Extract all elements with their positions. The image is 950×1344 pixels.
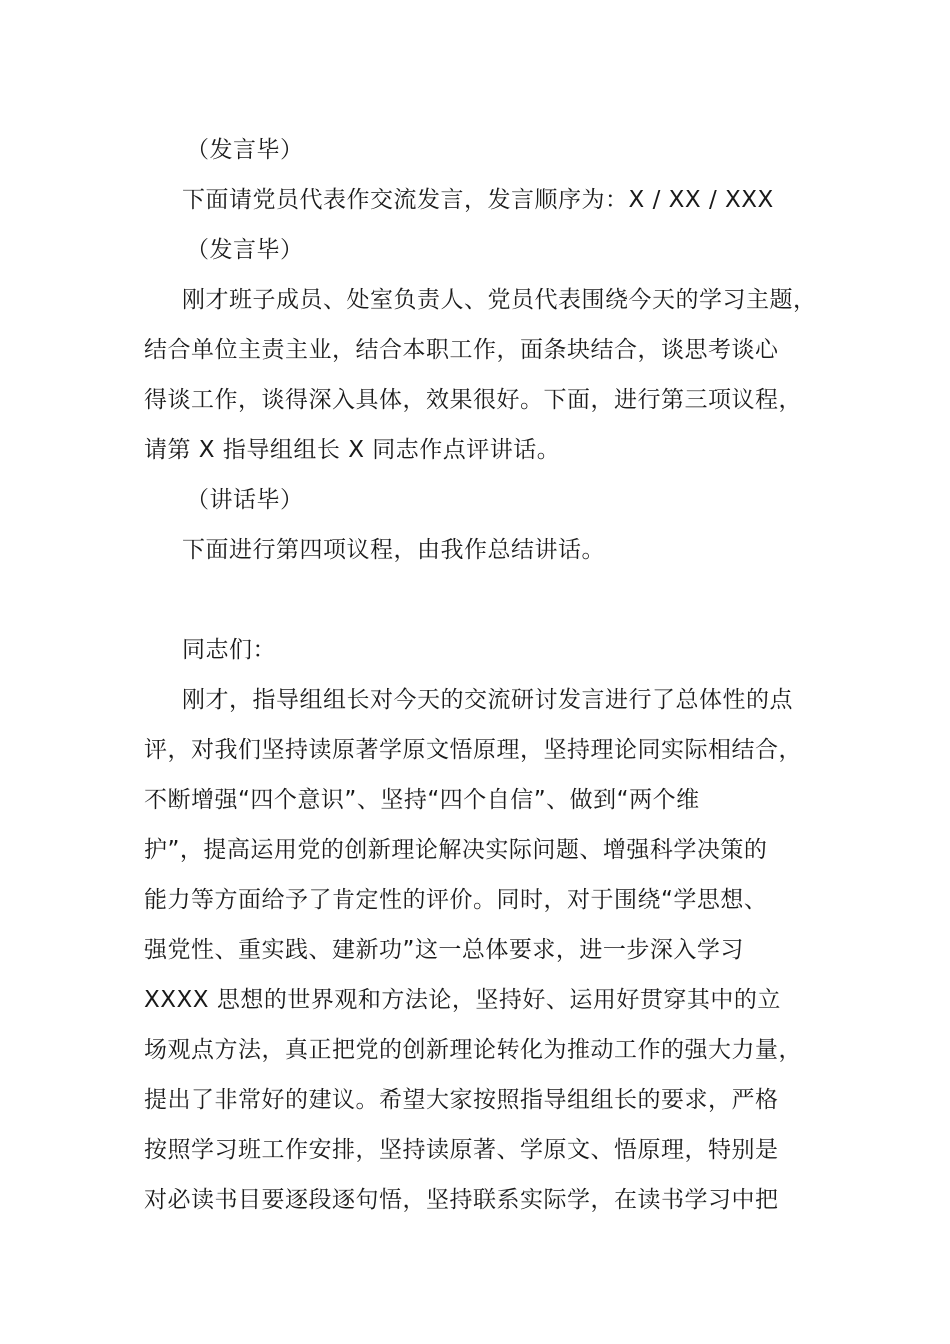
text-line: （发言毕） <box>186 137 304 163</box>
text-line: 结合单位主责主业，结合本职工作，面条块结合，谈思考谈心 <box>144 337 779 363</box>
text-line: 刚才，指导组组长对今天的交流研讨发言进行了总体性的点 <box>182 687 793 713</box>
text-line: （讲话毕） <box>186 487 304 513</box>
text-line: 得谈工作，谈得深入具体，效果很好。下面，进行第三项议程， <box>144 387 802 413</box>
text-line: 同志们： <box>182 637 276 663</box>
text-line: 场观点方法，真正把党的创新理论转化为推动工作的强大力量， <box>144 1037 802 1063</box>
text-line: 护”，提高运用党的创新理论解决实际问题、增强科学决策的 <box>144 837 768 863</box>
text-line: （发言毕） <box>186 237 304 263</box>
text-line: 刚才班子成员、处室负责人、党员代表围绕今天的学习主题， <box>182 287 817 313</box>
text-line: 按照学习班工作安排，坚持读原著、学原文、悟原理，特别是 <box>144 1137 779 1163</box>
text-line: 对必读书目要逐段逐句悟，坚持联系实际学，在读书学习中把 <box>144 1187 779 1213</box>
text-line: 强党性、重实践、建新功”这一总体要求，进一步深入学习 <box>144 937 744 963</box>
text-line: 下面请党员代表作交流发言，发言顺序为：X / XX / XXX <box>182 187 774 213</box>
text-line: 提出了非常好的建议。希望大家按照指导组组长的要求，严格 <box>144 1087 779 1113</box>
text-line: 评，对我们坚持读原著学原文悟原理，坚持理论同实际相结合， <box>144 737 802 763</box>
text-line: 能力等方面给予了肯定性的评价。同时，对于围绕“学思想、 <box>144 887 768 913</box>
text-line: 请第 X 指导组组长 X 同志作点评讲话。 <box>144 437 561 463</box>
text-line: XXXX 思想的世界观和方法论，坚持好、运用好贯穿其中的立 <box>144 987 781 1013</box>
text-line: 不断增强“四个意识”、坚持“四个自信”、做到“两个维 <box>144 787 700 813</box>
text-line: 下面进行第四项议程，由我作总结讲话。 <box>182 537 605 563</box>
